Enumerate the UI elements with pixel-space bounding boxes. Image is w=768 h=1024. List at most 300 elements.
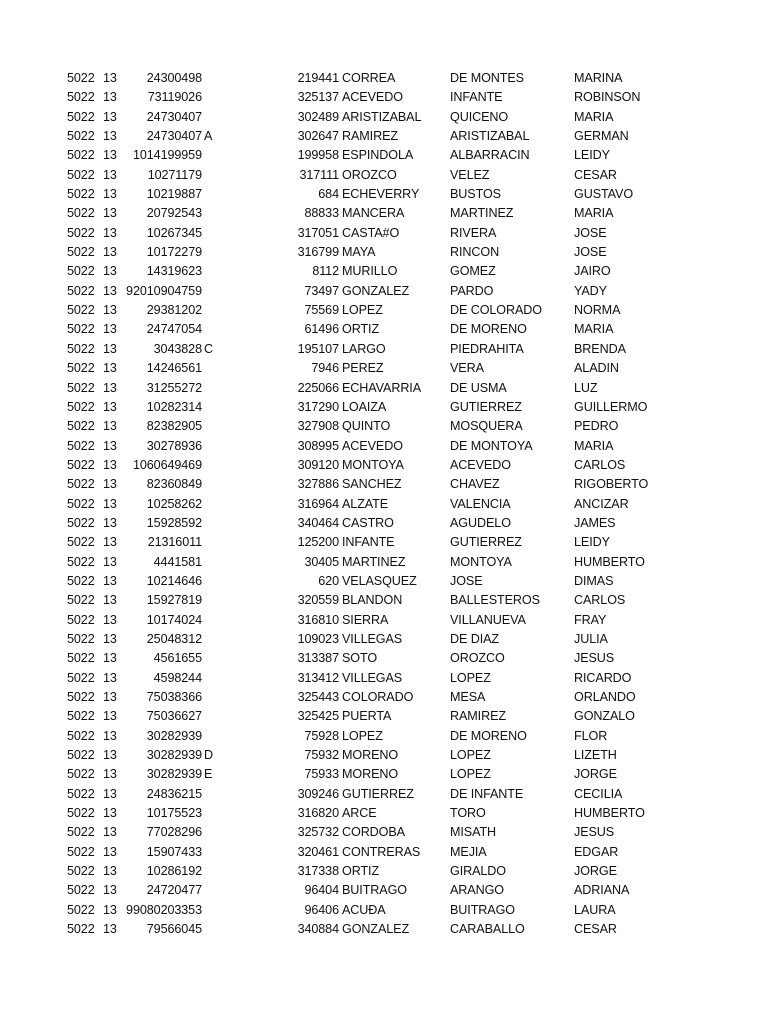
- number-cell: 13: [103, 245, 117, 260]
- given-name-cell: JAIRO: [574, 264, 611, 279]
- second-surname-cell: GUTIERREZ: [450, 535, 522, 550]
- second-surname-cell: DE MONTOYA: [450, 438, 533, 453]
- number-cell: 13: [103, 690, 117, 704]
- second-surname-cell: INFANTE: [450, 90, 503, 105]
- code-cell: 5022: [67, 631, 95, 646]
- reference-cell: 320559: [297, 593, 339, 608]
- number-cell: 13: [103, 767, 117, 782]
- number-cell: 13: [103, 71, 117, 85]
- given-name-cell: ALADIN: [574, 361, 619, 376]
- code-cell: 5022: [67, 864, 95, 879]
- second-surname-cell: MARTINEZ: [450, 206, 514, 221]
- given-name-cell: CESAR: [574, 922, 617, 937]
- given-name-cell: MARIA: [574, 109, 614, 124]
- second-surname-cell: ARISTIZABAL: [450, 129, 530, 144]
- second-surname-cell: DE DIAZ: [450, 631, 499, 646]
- id-cell: 31255272: [146, 380, 202, 395]
- table-row: [0, 804, 768, 823]
- given-name-cell: CESAR: [574, 167, 617, 182]
- table-row: [0, 127, 768, 146]
- reference-cell: 325137: [297, 90, 339, 105]
- given-name-cell: NORMA: [574, 303, 621, 318]
- reference-cell: 317051: [297, 225, 339, 240]
- table-row: [0, 437, 768, 456]
- first-surname-cell: OROZCO: [342, 167, 397, 182]
- reference-cell: 308995: [297, 438, 339, 453]
- table-row: [0, 862, 768, 881]
- number-cell: 13: [103, 535, 117, 550]
- code-cell: 5022: [67, 109, 95, 124]
- number-cell: 13: [103, 477, 117, 492]
- reference-cell: 316820: [297, 806, 339, 821]
- second-surname-cell: RAMIREZ: [450, 709, 506, 724]
- reference-cell: 316810: [297, 612, 339, 627]
- number-cell: 13: [103, 109, 117, 124]
- reference-cell: 340464: [297, 515, 339, 530]
- given-name-cell: JOSE: [574, 225, 607, 240]
- first-surname-cell: ORTIZ: [342, 864, 380, 879]
- table-row: [0, 379, 768, 398]
- table-row: [0, 166, 768, 185]
- reference-cell: 195107: [297, 341, 339, 356]
- given-name-cell: CARLOS: [574, 457, 626, 472]
- code-cell: 5022: [67, 593, 95, 608]
- given-name-cell: CARLOS: [574, 593, 626, 608]
- id-suffix-cell: C: [204, 341, 213, 356]
- code-cell: 5022: [67, 883, 95, 898]
- table-row: [0, 611, 768, 630]
- code-cell: 5022: [67, 728, 95, 743]
- second-surname-cell: DE MORENO: [450, 322, 527, 337]
- number-cell: 13: [103, 825, 117, 840]
- second-surname-cell: RIVERA: [450, 225, 497, 240]
- second-surname-cell: CARABALLO: [450, 922, 525, 937]
- code-cell: 5022: [67, 670, 95, 685]
- code-cell: 5022: [67, 844, 95, 859]
- table-row: [0, 495, 768, 514]
- second-surname-cell: ACEVEDO: [450, 457, 511, 472]
- code-cell: 5022: [67, 515, 95, 530]
- table-row: [0, 688, 768, 707]
- given-name-cell: JOSE: [574, 245, 607, 260]
- second-surname-cell: LOPEZ: [450, 670, 491, 685]
- number-cell: 13: [103, 380, 117, 395]
- number-cell: 13: [103, 612, 117, 627]
- given-name-cell: HUMBERTO: [574, 806, 645, 821]
- code-cell: 5022: [67, 245, 95, 260]
- reference-cell: 88833: [304, 206, 339, 221]
- table-row: [0, 707, 768, 726]
- given-name-cell: ANCIZAR: [574, 496, 629, 511]
- code-cell: 5022: [67, 806, 95, 821]
- number-cell: 13: [103, 187, 117, 202]
- given-name-cell: GUSTAVO: [574, 187, 634, 202]
- table-row: [0, 727, 768, 746]
- first-surname-cell: SIERRA: [342, 612, 389, 627]
- number-cell: 13: [103, 167, 117, 182]
- id-cell: 15928592: [146, 515, 202, 530]
- first-surname-cell: ARCE: [342, 806, 377, 821]
- number-cell: 13: [103, 341, 117, 356]
- first-surname-cell: CASTRO: [342, 515, 394, 530]
- reference-cell: 340884: [297, 922, 339, 937]
- given-name-cell: YADY: [574, 283, 607, 298]
- id-cell: 10258262: [146, 496, 202, 511]
- number-cell: 13: [103, 922, 117, 937]
- id-cell: 73119026: [147, 90, 202, 105]
- id-cell: 4441581: [153, 554, 202, 569]
- table-row: [0, 591, 768, 610]
- second-surname-cell: DE INFANTE: [450, 786, 524, 801]
- number-cell: 13: [103, 419, 117, 434]
- number-cell: 13: [103, 709, 117, 724]
- first-surname-cell: ECHAVARRIA: [342, 380, 422, 395]
- given-name-cell: MARIA: [574, 438, 614, 453]
- code-cell: 5022: [67, 922, 95, 937]
- code-cell: 5022: [67, 825, 95, 840]
- reference-cell: 125200: [297, 535, 339, 550]
- reference-cell: 325443: [297, 690, 339, 704]
- table-row: [0, 417, 768, 436]
- table-row: [0, 669, 768, 688]
- given-name-cell: ORLANDO: [574, 690, 636, 704]
- table-row: [0, 204, 768, 223]
- reference-cell: 317290: [297, 399, 339, 414]
- id-cell: 75036627: [146, 709, 202, 724]
- id-cell: 10271179: [147, 167, 202, 182]
- number-cell: 13: [103, 438, 117, 453]
- first-surname-cell: MONTOYA: [342, 457, 404, 472]
- code-cell: 5022: [67, 341, 95, 356]
- id-cell: 21316011: [147, 535, 202, 550]
- id-cell: 30282939: [146, 728, 202, 743]
- given-name-cell: RICARDO: [574, 670, 632, 685]
- table-row: [0, 843, 768, 862]
- number-cell: 13: [103, 322, 117, 337]
- number-cell: 13: [103, 303, 117, 318]
- first-surname-cell: MORENO: [342, 767, 399, 782]
- id-cell: 14319623: [146, 264, 202, 279]
- number-cell: 13: [103, 515, 117, 530]
- id-cell: 30282939: [146, 767, 202, 782]
- first-surname-cell: GONZALEZ: [342, 283, 410, 298]
- number-cell: 13: [103, 283, 117, 298]
- number-cell: 13: [103, 225, 117, 240]
- first-surname-cell: CASTA#O: [342, 225, 400, 240]
- reference-cell: 684: [318, 187, 339, 202]
- number-cell: 13: [103, 206, 117, 221]
- reference-cell: 316799: [297, 245, 339, 260]
- given-name-cell: LIZETH: [574, 748, 617, 763]
- first-surname-cell: SANCHEZ: [342, 477, 402, 492]
- given-name-cell: BRENDA: [574, 341, 626, 356]
- second-surname-cell: DE MORENO: [450, 728, 527, 743]
- number-cell: 13: [103, 806, 117, 821]
- first-surname-cell: RAMIREZ: [342, 129, 398, 144]
- table-row: [0, 146, 768, 165]
- number-cell: 13: [103, 728, 117, 743]
- number-cell: 13: [103, 399, 117, 414]
- table-row: [0, 88, 768, 107]
- given-name-cell: GONZALO: [574, 709, 635, 724]
- given-name-cell: ADRIANA: [574, 883, 630, 898]
- id-suffix-cell: A: [204, 129, 213, 144]
- first-surname-cell: MARTINEZ: [342, 554, 406, 569]
- reference-cell: 96406: [304, 902, 339, 917]
- code-cell: 5022: [67, 187, 95, 202]
- table-row: [0, 881, 768, 900]
- id-cell: 10286192: [146, 864, 202, 879]
- reference-cell: 219441: [297, 71, 339, 85]
- id-cell: 82382905: [146, 419, 202, 434]
- number-cell: 13: [103, 631, 117, 646]
- code-cell: 5022: [67, 90, 95, 105]
- second-surname-cell: VERA: [450, 361, 484, 376]
- number-cell: 13: [103, 902, 117, 917]
- id-cell: 1014199959: [132, 148, 202, 163]
- reference-cell: 109023: [297, 631, 339, 646]
- first-surname-cell: ESPINDOLA: [342, 148, 414, 163]
- reference-cell: 620: [318, 573, 339, 588]
- number-cell: 13: [103, 361, 117, 376]
- code-cell: 5022: [67, 380, 95, 395]
- first-surname-cell: SOTO: [342, 651, 378, 666]
- number-cell: 13: [103, 748, 117, 763]
- reference-cell: 327886: [297, 477, 339, 492]
- table-row: [0, 765, 768, 784]
- given-name-cell: LEIDY: [574, 535, 610, 550]
- first-surname-cell: MORENO: [342, 748, 399, 763]
- reference-cell: 199958: [297, 148, 339, 163]
- id-suffix-cell: E: [204, 767, 213, 782]
- reference-cell: 316964: [297, 496, 339, 511]
- first-surname-cell: ACEVEDO: [342, 90, 403, 105]
- code-cell: 5022: [67, 690, 95, 704]
- id-cell: 24836215: [146, 786, 202, 801]
- code-cell: 5022: [67, 129, 95, 144]
- number-cell: 13: [103, 864, 117, 879]
- first-surname-cell: VILLEGAS: [342, 631, 403, 646]
- given-name-cell: FRAY: [574, 612, 607, 627]
- id-cell: 75038366: [146, 690, 202, 704]
- given-name-cell: DIMAS: [574, 573, 614, 588]
- first-surname-cell: COLORADO: [342, 690, 414, 704]
- id-cell: 4561655: [153, 651, 202, 666]
- id-cell: 10174024: [146, 612, 202, 627]
- second-surname-cell: MEJIA: [450, 844, 487, 859]
- code-cell: 5022: [67, 283, 95, 298]
- id-cell: 10219887: [146, 187, 202, 202]
- given-name-cell: CECILIA: [574, 786, 623, 801]
- table-row: [0, 301, 768, 320]
- second-surname-cell: MOSQUERA: [450, 419, 523, 434]
- number-cell: 13: [103, 670, 117, 685]
- code-cell: 5022: [67, 206, 95, 221]
- number-cell: 13: [103, 573, 117, 588]
- first-surname-cell: ARISTIZABAL: [342, 109, 422, 124]
- reference-cell: 327908: [297, 419, 339, 434]
- table-row: [0, 630, 768, 649]
- number-cell: 13: [103, 457, 117, 472]
- id-cell: 29381202: [146, 303, 202, 318]
- id-cell: 79566045: [146, 922, 202, 937]
- id-cell: 20792543: [146, 206, 202, 221]
- second-surname-cell: BALLESTEROS: [450, 593, 540, 608]
- table-row: [0, 920, 768, 939]
- reference-cell: 75569: [304, 303, 339, 318]
- id-suffix-cell: D: [204, 748, 213, 763]
- table-row: [0, 262, 768, 281]
- reference-cell: 75932: [304, 748, 339, 763]
- code-cell: 5022: [67, 167, 95, 182]
- given-name-cell: MARIA: [574, 322, 614, 337]
- id-cell: 15907433: [146, 844, 202, 859]
- reference-cell: 302647: [297, 129, 339, 144]
- second-surname-cell: GOMEZ: [450, 264, 496, 279]
- number-cell: 13: [103, 90, 117, 105]
- code-cell: 5022: [67, 554, 95, 569]
- code-cell: 5022: [67, 264, 95, 279]
- second-surname-cell: BUSTOS: [450, 187, 501, 202]
- reference-cell: 30405: [304, 554, 339, 569]
- id-cell: 24747054: [146, 322, 202, 337]
- first-surname-cell: CONTRERAS: [342, 844, 421, 859]
- table-row: [0, 475, 768, 494]
- first-surname-cell: LOAIZA: [342, 399, 387, 414]
- code-cell: 5022: [67, 361, 95, 376]
- code-cell: 5022: [67, 786, 95, 801]
- number-cell: 13: [103, 651, 117, 666]
- second-surname-cell: LOPEZ: [450, 767, 491, 782]
- first-surname-cell: GONZALEZ: [342, 922, 410, 937]
- number-cell: 13: [103, 148, 117, 163]
- code-cell: 5022: [67, 573, 95, 588]
- first-surname-cell: MURILLO: [342, 264, 398, 279]
- table-row: [0, 785, 768, 804]
- number-cell: 13: [103, 264, 117, 279]
- given-name-cell: GERMAN: [574, 129, 629, 144]
- id-cell: 10172279: [146, 245, 202, 260]
- id-cell: 92010904759: [126, 283, 202, 298]
- table-row: [0, 224, 768, 243]
- given-name-cell: JESUS: [574, 825, 615, 840]
- given-name-cell: JULIA: [574, 631, 608, 646]
- code-cell: 5022: [67, 477, 95, 492]
- second-surname-cell: MESA: [450, 690, 486, 704]
- first-surname-cell: GUTIERREZ: [342, 786, 414, 801]
- first-surname-cell: BLANDON: [342, 593, 403, 608]
- table-row: [0, 456, 768, 475]
- code-cell: 5022: [67, 303, 95, 318]
- code-cell: 5022: [67, 767, 95, 782]
- reference-cell: 325425: [297, 709, 339, 724]
- given-name-cell: RIGOBERTO: [574, 477, 649, 492]
- second-surname-cell: VILLANUEVA: [450, 612, 526, 627]
- first-surname-cell: VILLEGAS: [342, 670, 403, 685]
- id-cell: 4598244: [153, 670, 202, 685]
- code-cell: 5022: [67, 457, 95, 472]
- second-surname-cell: GUTIERREZ: [450, 399, 522, 414]
- table-row: [0, 746, 768, 765]
- first-surname-cell: MAYA: [342, 245, 376, 260]
- table-row: [0, 553, 768, 572]
- table-row: [0, 69, 768, 88]
- id-cell: 30278936: [146, 438, 202, 453]
- reference-cell: 96404: [304, 883, 339, 898]
- id-cell: 14246561: [146, 361, 202, 376]
- first-surname-cell: BUITRAGO: [342, 883, 407, 898]
- first-surname-cell: LOPEZ: [342, 728, 383, 743]
- reference-cell: 75933: [304, 767, 339, 782]
- id-cell: 24300498: [146, 71, 202, 85]
- second-surname-cell: OROZCO: [450, 651, 505, 666]
- given-name-cell: JESUS: [574, 651, 615, 666]
- id-cell: 24720477: [146, 883, 202, 898]
- table-row: [0, 359, 768, 378]
- table-row: [0, 398, 768, 417]
- table-row: [0, 823, 768, 842]
- id-cell: 77028296: [146, 825, 202, 840]
- reference-cell: 309246: [297, 786, 339, 801]
- second-surname-cell: DE MONTES: [450, 71, 524, 85]
- first-surname-cell: INFANTE: [342, 535, 395, 550]
- first-surname-cell: MANCERA: [342, 206, 405, 221]
- reference-cell: 73497: [304, 283, 339, 298]
- first-surname-cell: LARGO: [342, 341, 386, 356]
- second-surname-cell: PIEDRAHITA: [450, 341, 524, 356]
- id-cell: 3043828: [153, 341, 202, 356]
- given-name-cell: JAMES: [574, 515, 616, 530]
- first-surname-cell: ACUĐA: [342, 902, 386, 917]
- second-surname-cell: PARDO: [450, 283, 494, 298]
- number-cell: 13: [103, 786, 117, 801]
- number-cell: 13: [103, 844, 117, 859]
- number-cell: 13: [103, 593, 117, 608]
- given-name-cell: JORGE: [574, 864, 617, 879]
- code-cell: 5022: [67, 535, 95, 550]
- table-row: [0, 282, 768, 301]
- first-surname-cell: ALZATE: [342, 496, 389, 511]
- reference-cell: 317338: [297, 864, 339, 879]
- second-surname-cell: VELEZ: [450, 167, 490, 182]
- given-name-cell: LUZ: [574, 380, 598, 395]
- table-row: [0, 901, 768, 920]
- code-cell: 5022: [67, 438, 95, 453]
- given-name-cell: LAURA: [574, 902, 616, 917]
- given-name-cell: MARINA: [574, 71, 623, 85]
- second-surname-cell: TORO: [450, 806, 486, 821]
- id-cell: 1060649469: [132, 457, 202, 472]
- id-cell: 30282939: [146, 748, 202, 763]
- id-cell: 25048312: [146, 631, 202, 646]
- given-name-cell: MARIA: [574, 206, 614, 221]
- number-cell: 13: [103, 554, 117, 569]
- id-cell: 10282314: [146, 399, 202, 414]
- id-cell: 82360849: [146, 477, 202, 492]
- number-cell: 13: [103, 496, 117, 511]
- second-surname-cell: LOPEZ: [450, 748, 491, 763]
- id-cell: 24730407: [146, 129, 202, 144]
- code-cell: 5022: [67, 496, 95, 511]
- first-surname-cell: PEREZ: [342, 361, 384, 376]
- given-name-cell: ROBINSON: [574, 90, 641, 105]
- first-surname-cell: ACEVEDO: [342, 438, 403, 453]
- second-surname-cell: AGUDELO: [450, 515, 511, 530]
- table-row: [0, 649, 768, 668]
- first-surname-cell: CORREA: [342, 71, 396, 85]
- second-surname-cell: GIRALDO: [450, 864, 506, 879]
- first-surname-cell: PUERTA: [342, 709, 392, 724]
